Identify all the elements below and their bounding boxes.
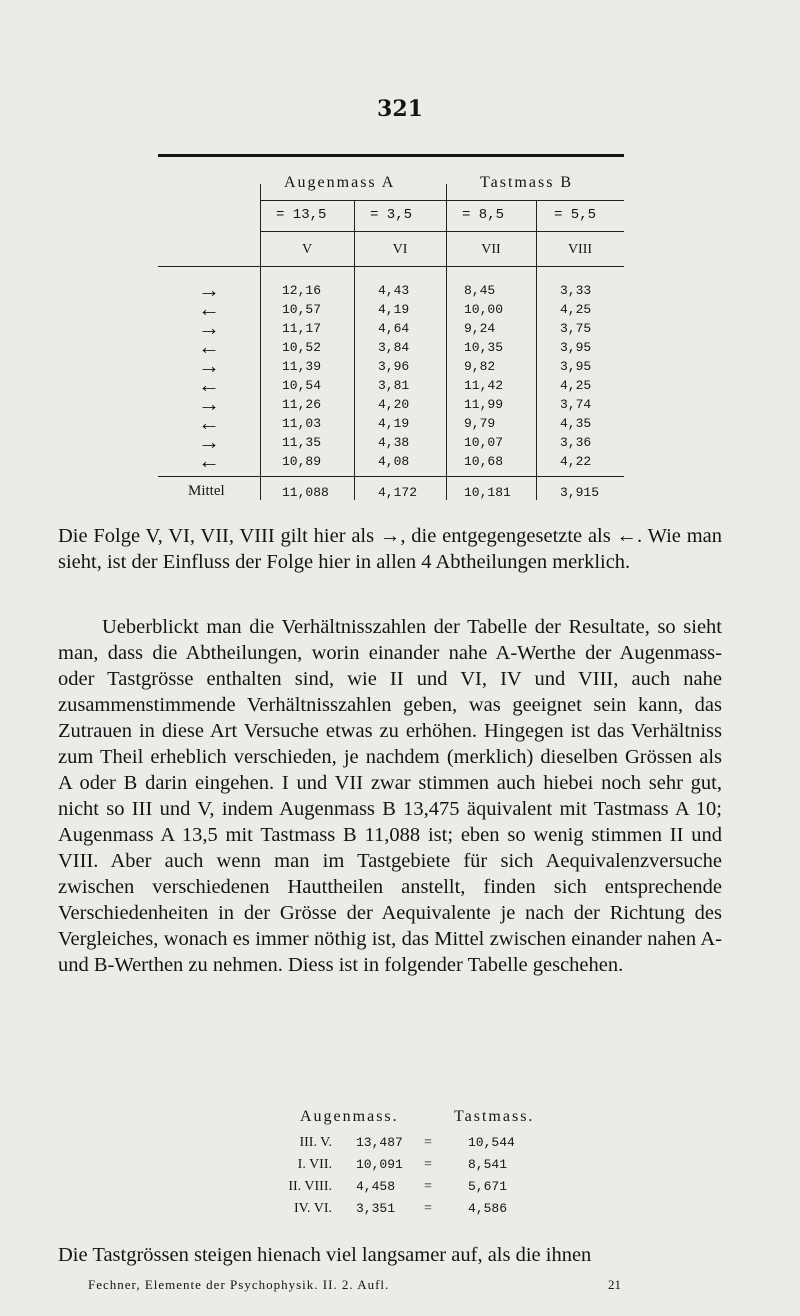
column-header-v: V (301, 242, 313, 257)
mittel-value-v: 11,088 (282, 485, 329, 500)
mittel-rule (158, 476, 624, 477)
cell-viii: 3,95 (560, 359, 592, 374)
cell-viii: 3,74 (560, 397, 592, 412)
eq-value-vii: = 8,5 (462, 207, 505, 223)
mittel-value-vii: 10,181 (464, 485, 511, 500)
mittel-label: Mittel (188, 483, 225, 499)
cell-vii: 8,45 (464, 283, 496, 298)
cell-vi: 3,84 (378, 340, 410, 355)
arrow-left-icon: ← (198, 296, 220, 321)
eq-value-v: = 13,5 (276, 207, 327, 223)
cell-viii: 3,75 (560, 321, 592, 336)
equals-sign: = (424, 1179, 432, 1194)
cell-vi: 4,19 (378, 416, 410, 431)
column-header-vii: VII (481, 242, 501, 257)
table-top-rule (158, 154, 624, 157)
cell-v: 10,89 (282, 454, 322, 469)
tastmass-value: 10,544 (468, 1135, 515, 1150)
tastmass-value: 4,586 (468, 1201, 508, 1216)
signature-mark: 21 (608, 1277, 621, 1292)
cell-vii: 9,79 (464, 416, 496, 431)
cell-vi: 4,64 (378, 321, 410, 336)
page-number: 321 (377, 96, 423, 122)
cell-vii: 9,82 (464, 359, 496, 374)
column-divider-3 (446, 184, 447, 500)
cell-vi: 4,19 (378, 302, 410, 317)
cell-v: 10,52 (282, 340, 322, 355)
equals-sign: = (424, 1201, 432, 1216)
column-header-viii: VIII (567, 242, 593, 257)
augenmass-value: 10,091 (356, 1157, 403, 1172)
row-label: III. V. (299, 1135, 332, 1150)
cell-v: 11,35 (282, 435, 322, 450)
arrow-right-icon: → (198, 277, 220, 302)
group-header-augenmass: Augenmass A (284, 174, 396, 191)
cell-vi: 3,81 (378, 378, 410, 393)
cell-v: 10,57 (282, 302, 322, 317)
eq-value-vi: = 3,5 (370, 207, 413, 223)
arrow-left-icon: ← (198, 410, 220, 435)
cell-vii: 11,99 (464, 397, 504, 412)
cell-viii: 3,33 (560, 283, 592, 298)
cell-vi: 4,20 (378, 397, 410, 412)
small-table-header-tastmass: Tastmass. (454, 1108, 535, 1125)
cell-vi: 4,08 (378, 454, 410, 469)
row-label: II. VIII. (288, 1179, 332, 1194)
arrow-left-icon: ← (198, 334, 220, 359)
paragraph-text: Ueberblickt man die Verhältnisszahlen der Tabelle der Resultate, so sieht man, dass die Abtheilungen, worin einander nahe A-Werthe der Augenmass- oder Tastgrösse enthalten sind, wie II und VI, IV und VIII, auch nahe zusammenstimmende Verhältnisszahlen geben, was geeignet sein kann, das Zutrauen in diese Art Versuche etwas zu erhöhen. Hingegen ist das Verhältniss zum Theil erheblich verschieden, je nachdem (merklich) dieselben Grössen als A oder B darin eingehen. I und VII zwar stimmen auch hiebei noch sehr gut, nicht so III und V, indem Augenmass B 13,475 äquivalent mit Tastmass A 10; Augenmass A 13,5 mit Tastmass B 11,088 ist; eben so wenig stimmen II und VIII. Aber auch wenn man im Tastgebiete für sich Aequivalenzversuche zwischen verschiedenen Hauttheilen anstellt, finden sich entsprechende Verschiedenheiten in der Grösse der Aequivalente je nach der Richtung des Vergleiches, wonach es immer nöthig ist, das Mittel zwischen einander nahen A- und B-Werthen zu nehmen. Diess ist in folgender Tabelle geschehen. (58, 616, 722, 976)
cell-v: 10,54 (282, 378, 322, 393)
cell-v: 11,39 (282, 359, 322, 374)
cell-viii: 3,36 (560, 435, 592, 450)
cell-viii: 4,35 (560, 416, 592, 431)
cell-vi: 3,96 (378, 359, 410, 374)
column-divider-1 (260, 184, 261, 500)
cell-vi: 4,43 (378, 283, 410, 298)
column-header-vi: VI (392, 242, 408, 257)
paragraph-folge (58, 523, 722, 575)
augenmass-value: 3,351 (356, 1201, 396, 1216)
equals-sign: = (424, 1135, 432, 1150)
cell-vii: 10,35 (464, 340, 504, 355)
augenmass-value: 13,487 (356, 1135, 403, 1150)
paragraph-text: Die Tastgrössen steigen hienach viel langsamer auf, als die ihnen (58, 1244, 592, 1266)
equals-sign: = (424, 1157, 432, 1172)
mittel-value-viii: 3,915 (560, 485, 600, 500)
cell-vii: 11,42 (464, 378, 504, 393)
cell-vii: 10,68 (464, 454, 504, 469)
cell-v: 11,17 (282, 321, 322, 336)
cell-vi: 4,38 (378, 435, 410, 450)
mittel-value-vi: 4,172 (378, 485, 418, 500)
arrow-right-icon: → (198, 353, 220, 378)
footer-source: Fechner, Elemente der Psychophysik. II. 2. Aufl. (88, 1277, 390, 1292)
paragraph-verhaeltnisszahlen (58, 614, 722, 978)
cell-vii: 10,07 (464, 435, 504, 450)
arrow-right-icon: → (198, 391, 220, 416)
row-label: I. VII. (297, 1157, 332, 1172)
cell-v: 11,03 (282, 416, 322, 431)
group-header-tastmass: Tastmass B (480, 174, 574, 191)
paragraph-text: Die Folge V, VI, VII, VIII gilt hier als →, die entgegengesetzte als ←. Wie man sieht, ist der Einfluss der Folge hier in allen 4 Abtheilungen merklich. (58, 525, 722, 573)
column-divider-2 (354, 200, 355, 500)
cell-vii: 10,00 (464, 302, 504, 317)
cell-viii: 4,22 (560, 454, 592, 469)
cell-viii: 4,25 (560, 378, 592, 393)
paragraph-continuation (58, 1242, 722, 1268)
cell-v: 11,26 (282, 397, 322, 412)
row-label: IV. VI. (294, 1201, 332, 1216)
eq-value-viii: = 5,5 (554, 207, 597, 223)
arrow-left-icon: ← (198, 372, 220, 397)
arrow-right-icon: → (198, 315, 220, 340)
tastmass-value: 5,671 (468, 1179, 508, 1194)
arrow-left-icon: ← (198, 448, 220, 473)
arrow-right-icon: → (198, 429, 220, 454)
column-divider-4 (536, 200, 537, 500)
tastmass-value: 8,541 (468, 1157, 508, 1172)
header-rule (260, 200, 624, 201)
cell-viii: 3,95 (560, 340, 592, 355)
column-header-rule (158, 266, 624, 267)
cell-vii: 9,24 (464, 321, 496, 336)
augenmass-value: 4,458 (356, 1179, 396, 1194)
cell-v: 12,16 (282, 283, 322, 298)
small-table-header-augenmass: Augenmass. (300, 1108, 399, 1125)
cell-viii: 4,25 (560, 302, 592, 317)
eq-rule (260, 231, 624, 232)
